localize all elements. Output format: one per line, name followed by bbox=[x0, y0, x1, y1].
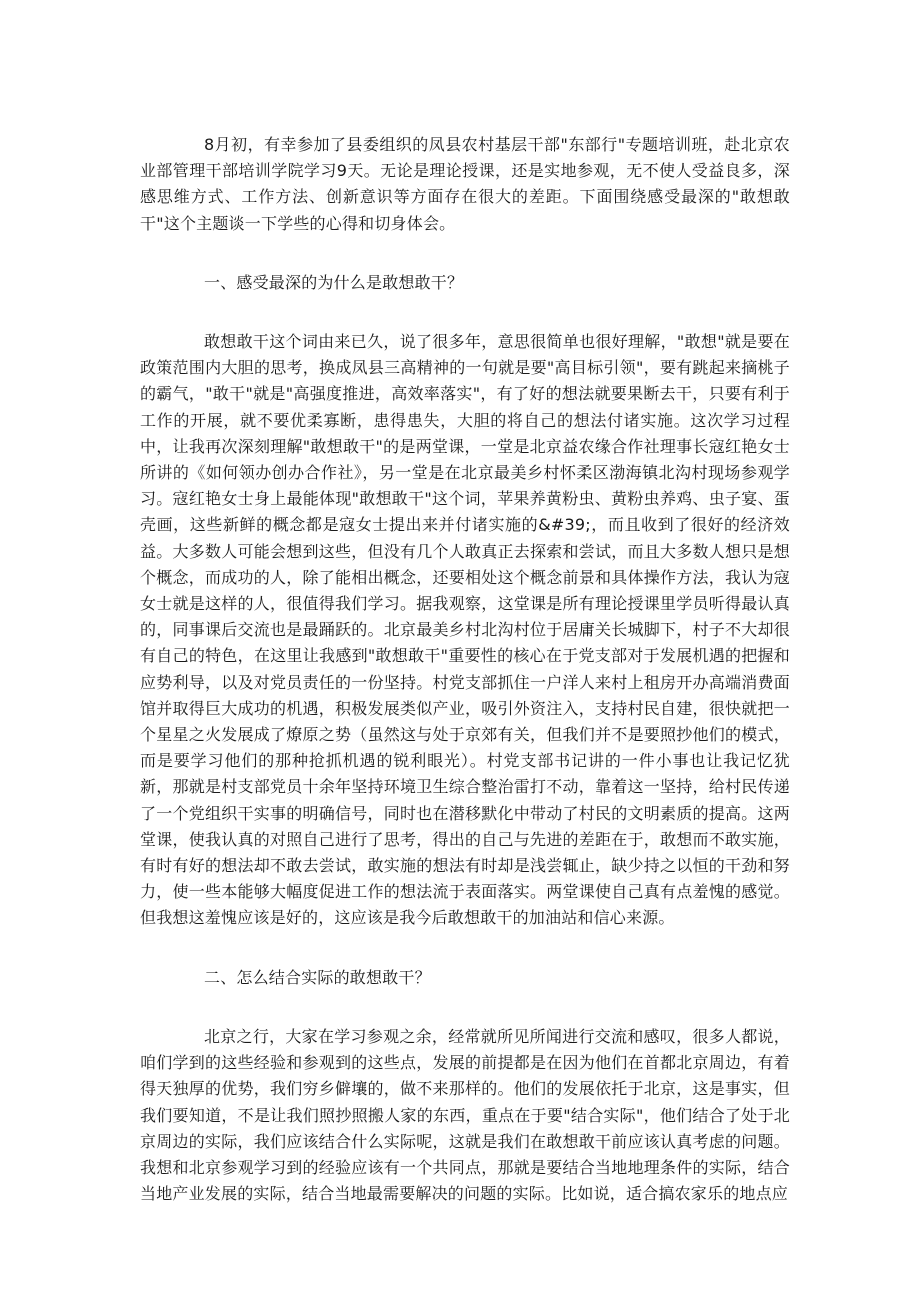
section-heading-2: 二、怎么结合实际的敢想敢干？ bbox=[204, 967, 431, 987]
intro-paragraph: 8月初，有幸参加了县委组织的凤县农村基层干部"东部行"专题培训班，赴北京农业部管理干部培训学院学习9天。无论是理论授课，还是实地参观，无不使人受益良多，深感思维方式、工作方法、创新意识等方面存在很大的差距。下面围绕感受最深的"敢想敢干"这个主题谈一下学些的心得和切身体会。 bbox=[140, 135, 790, 233]
document-page bbox=[140, 132, 790, 1207]
section-heading-1: 一、感受最深的为什么是敢想敢干？ bbox=[204, 272, 464, 292]
section-1-paragraph: 敢想敢干这个词由来已久，说了很多年，意思很简单也很好理解，"敢想"就是要在政策范围内大胆的思考，换成凤县三高精神的一句就是要"高目标引领"，要有跳起来摘桃子的霸气，"敢干"就是"高强度推进，高效率落实"，有了好的想法就要果断去干，只要有利于工作的开展，就不要优柔寡断，患得患失，大胆的将自己的想法付诸实施。这次学习过程中，让我再次深刻理解"敢想敢干"的是两堂课，一堂是北京益农缘合作社理事长寇红艳女士所讲的《如何领办创办合作社》，另一堂是在北京最美乡村怀柔区渤海镇北沟村现场参观学习。寇红艳女士身上最能体现"敢想敢干"这个词，苹果养黄粉虫、黄粉虫养鸡、虫子宴、蛋壳画，这些新鲜的概念都是寇女士提出来并付诸实施的&#39;，而且收到了很好的经济效益。大多数人可能会想到这些，但没有几个人敢真正去探索和尝试，而且大多数人想只是想个概念，而成功的人，除了能相出概念，还要相处这个概念前景和具体操作方法，我认为寇女士就是这样的人，很值得我们学习。据我观察，这堂课是所有理论授课里学员听得最认真的，同事课后交流也是最踊跃的。北京最美乡村北沟村位于居庸关长城脚下，村子不大却很有自己的特色，在这里让我感到"敢想敢干"重要性的核心在于党支部对于发展机遇的把握和应势利导，以及对党员责任的一份坚持。村党支部抓住一户洋人来村上租房开办高端消费面馆并取得巨大成功的机遇，积极发展类似产业，吸引外资注入，支持村民自建，很快就把一个星星之火发展成了燎原之势（虽然这与处于京郊有关，但我们并不是要照抄他们的模式，而是要学习他们的那种抢抓机遇的锐利眼光）。村党支部书记讲的一件小事也让我记忆犹新，那就是村支部党员十余年坚持环境卫生综合整治雷打不动，靠着这一坚持，给村民传递了一个党组织干实事的明确信号，同时也在潜移默化中带动了村民的文明素质的提高。这两堂课，使我认真的对照自己进行了思考，得出的自己与先进的差距在于，敢想而不敢实施，有时有好的想法却不敢去尝试，敢实施的想法有时却是浅尝辄止，缺少持之以恒的干劲和努力，使一些本能够大幅度促进工作的想法流于表面落实。两堂课使自己真有点羞愧的感觉。但我想这羞愧应该是好的，这应该是我今后敢想敢干的加油站和信心来源。 bbox=[140, 332, 790, 928]
section-2-paragraph: 北京之行，大家在学习参观之余，经常就所见所闻进行交流和感叹，很多人都说，咱们学到的这些经验和参观到的这些点，发展的前提都是在因为他们在首都北京周边，有着得天独厚的优势，我们穷乡僻壤的，做不来那样的。他们的发展依托于北京，这是事实，但我们要知道，不是让我们照抄照搬人家的东西，重点在于要"结合实际"，他们结合了处于北京周边的实际，我们应该结合什么实际呢，这就是我们在敢想敢干前应该认真考虑的问题。我想和北京参观学习到的经验应该有一个共同点，那就是要结合当地地理条件的实际，结合当地产业发展的实际，结合当地最需要解决的问题的实际。比如说，适合搞农家乐的地点应 bbox=[140, 1026, 790, 1204]
